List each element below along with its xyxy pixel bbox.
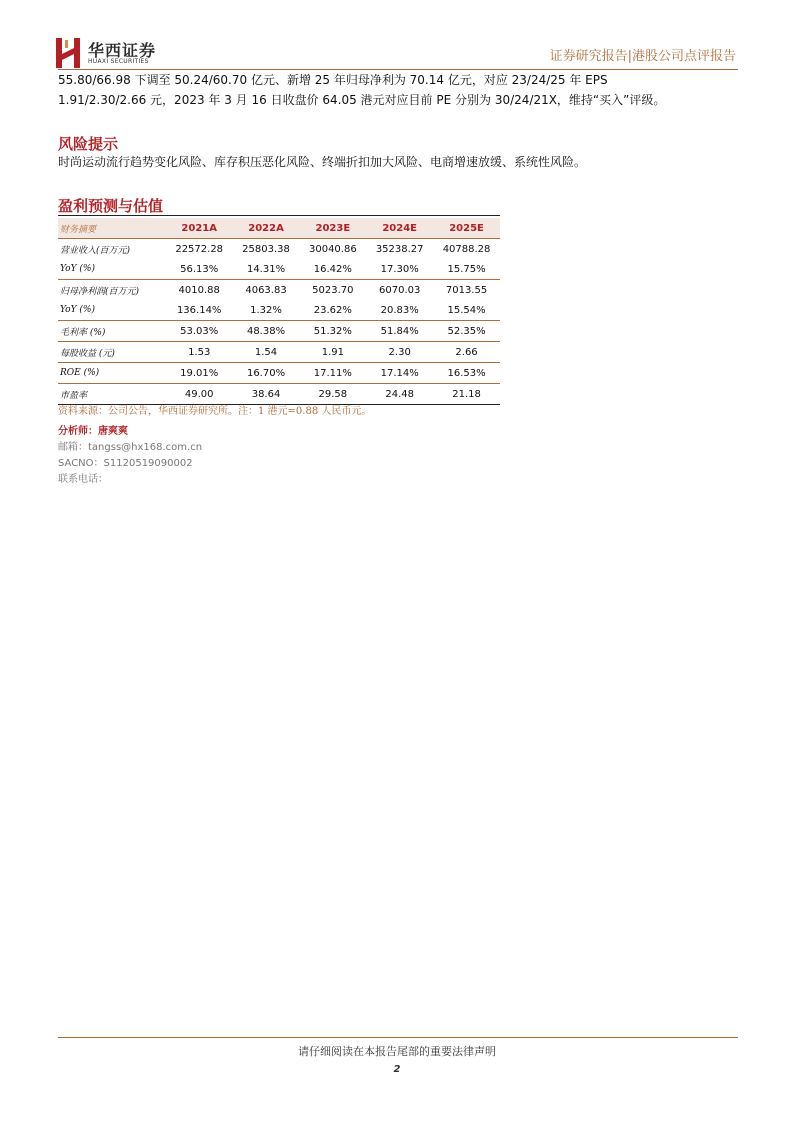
year-header: 2021A bbox=[166, 218, 233, 239]
analyst-email: 邮箱：tangss@hx168.com.cn bbox=[58, 442, 203, 453]
table-top-border bbox=[58, 215, 500, 216]
table-cell: 16.42% bbox=[313, 263, 352, 275]
table-row bbox=[58, 321, 500, 342]
row-label: 市盈率 bbox=[58, 384, 166, 405]
row-label: ROE (%) bbox=[58, 363, 166, 384]
table-cell: 6070.03 bbox=[366, 280, 433, 301]
table-cell: 52.35% bbox=[433, 321, 500, 342]
table-cell: 25803.38 bbox=[242, 243, 290, 255]
table-cell: 19.01% bbox=[166, 363, 233, 384]
page-header bbox=[0, 0, 794, 74]
table-cell: 17.11% bbox=[299, 363, 366, 384]
table-cell: 15.75% bbox=[447, 263, 486, 275]
table-row bbox=[58, 280, 500, 301]
year-header: 2025E bbox=[433, 218, 500, 239]
table-row bbox=[58, 300, 500, 321]
table-cell: 51.84% bbox=[366, 321, 433, 342]
table-cell: 53.03% bbox=[166, 321, 233, 342]
table-row bbox=[58, 259, 500, 280]
table-cell: 1.91 bbox=[299, 342, 366, 363]
table-cell: 1.53 bbox=[166, 342, 233, 363]
table-cell: 30040.86 bbox=[308, 243, 357, 255]
table-row bbox=[58, 342, 500, 363]
table-source-note: 资料来源：公司公告，华西证券研究所。注：1 港元=0.88 人民币元。 bbox=[58, 406, 372, 417]
table-cell: 56.13% bbox=[180, 263, 219, 275]
analyst-sacno: SACNO：S1120519090002 bbox=[58, 458, 193, 469]
table-header-label: 财务摘要 bbox=[58, 218, 166, 239]
table-cell: 1.32% bbox=[250, 304, 282, 316]
table-cell: 17.14% bbox=[366, 363, 433, 384]
risk-text: 时尚运动流行趋势变化风险、库存积压恶化风险、终端折扣加大风险、电商增速放缓、系统性风险。 bbox=[58, 155, 587, 169]
risk-title: 风险提示 bbox=[58, 135, 119, 153]
table-row bbox=[58, 239, 500, 260]
table-cell: 14.31% bbox=[246, 263, 286, 275]
table-cell: 20.83% bbox=[380, 304, 419, 316]
legal-notice: 请仔细阅读在本报告尾部的重要法律声明 bbox=[298, 1045, 496, 1058]
row-label: 营业收入(百万元) bbox=[60, 245, 131, 256]
table-row bbox=[58, 363, 500, 384]
table-cell: 2.66 bbox=[433, 342, 500, 363]
table-cell: 29.58 bbox=[299, 384, 366, 405]
year-header: 2024E bbox=[366, 218, 433, 239]
table-cell: 49.00 bbox=[166, 384, 233, 405]
table-cell: 24.48 bbox=[366, 384, 433, 405]
table-cell: 5023.70 bbox=[299, 280, 366, 301]
table-cell: 21.18 bbox=[433, 384, 500, 405]
table-cell: 23.62% bbox=[313, 304, 352, 316]
year-header: 2022A bbox=[233, 218, 300, 239]
table-cell: 35238.27 bbox=[375, 243, 424, 255]
huaxi-logo-icon bbox=[54, 36, 82, 70]
row-label: YoY (%) bbox=[60, 305, 95, 315]
table-cell: 2.30 bbox=[366, 342, 433, 363]
forecast-table bbox=[58, 218, 500, 405]
analyst-phone: 联系电话： bbox=[58, 474, 108, 485]
logo-english-name: HUAXI SECURITIES bbox=[88, 58, 149, 65]
intro-line-2: 1.91/2.30/2.66 元，2023 年 3 月 16 日收盘价 64.05 港元对应目前 PE 分别为 30/24/21X，维持“买入”评级。 bbox=[58, 93, 666, 107]
table-cell: 16.70% bbox=[233, 363, 300, 384]
page-number: 2 bbox=[393, 1064, 401, 1075]
table-cell: 136.14% bbox=[176, 304, 222, 316]
table-header-row bbox=[58, 218, 500, 239]
table-cell: 15.54% bbox=[447, 304, 486, 316]
table-cell: 4063.83 bbox=[233, 280, 300, 301]
analyst-name: 分析师：唐爽爽 bbox=[58, 426, 128, 437]
table-cell: 48.38% bbox=[233, 321, 300, 342]
row-label: 归母净利润(百万元) bbox=[58, 280, 166, 301]
table-cell: 51.32% bbox=[299, 321, 366, 342]
forecast-title: 盈利预测与估值 bbox=[58, 197, 164, 215]
logo-chinese-name: 华西证券 bbox=[88, 41, 157, 60]
table-cell: 4010.88 bbox=[166, 280, 233, 301]
table-cell: 40788.28 bbox=[442, 243, 491, 255]
table-cell: 38.64 bbox=[233, 384, 300, 405]
row-label: 每股收益 (元) bbox=[58, 342, 166, 363]
table-cell: 16.53% bbox=[433, 363, 500, 384]
footer-divider bbox=[58, 1037, 738, 1038]
table-cell: 7013.55 bbox=[433, 280, 500, 301]
year-header: 2023E bbox=[299, 218, 366, 239]
table-cell: 22572.28 bbox=[175, 243, 224, 255]
intro-line-1: 55.80/66.98 下调至 50.24/60.70 亿元、新增 25 年归母净利为 70.14 亿元，对应 23/24/25 年 EPS bbox=[58, 73, 608, 87]
report-type: 证券研究报告|港股公司点评报告 bbox=[549, 49, 736, 64]
table-cell: 1.54 bbox=[233, 342, 300, 363]
row-label: 毛利率 (%) bbox=[58, 321, 166, 342]
row-label: YoY (%) bbox=[60, 264, 95, 274]
table-cell: 17.30% bbox=[380, 263, 419, 275]
